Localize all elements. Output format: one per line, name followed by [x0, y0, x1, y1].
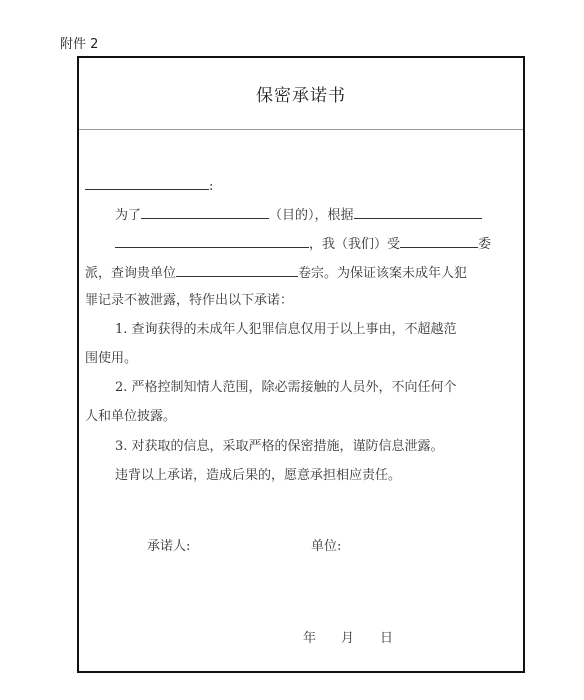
basis-blank[interactable] — [354, 205, 482, 219]
commitment-item-3: 3. 对获取的信息，采取严格的保密措施，谨防信息泄露。 — [115, 439, 444, 454]
commitment-item-1-line-1: 1. 查询获得的未成年人犯罪信息仅用于以上事由，不超越范 — [115, 322, 457, 337]
para-line-1 — [115, 205, 482, 225]
para-line-4: 罪记录不被泄露，特作出以下承诺： — [85, 293, 294, 308]
entrust-suffix-text: 委 — [478, 237, 492, 252]
addressee-line — [85, 176, 213, 196]
date-year-label: 年 — [303, 631, 317, 646]
liability-statement: 违背以上承诺，造成后果的，愿意承担相应责任。 — [115, 468, 402, 483]
basis-continued-blank[interactable] — [115, 234, 309, 248]
unit-label: 单位: — [311, 539, 342, 554]
dossier-blank[interactable] — [176, 263, 298, 277]
dossier-suffix-text: 卷宗。为保证该案未成年人犯 — [298, 266, 468, 281]
purpose-intro-text: 为了 — [115, 208, 142, 223]
purpose-suffix-text: （目的），根据 — [269, 208, 354, 223]
document-title: 保密承诺书 — [256, 86, 346, 106]
title-row — [79, 58, 523, 130]
date-day-label: 日 — [380, 631, 394, 646]
promiser-label: 承诺人: — [147, 539, 191, 554]
addressee-colon: : — [209, 179, 214, 194]
document-frame — [77, 56, 525, 673]
attachment-label: 附件 2 — [60, 37, 99, 52]
purpose-blank[interactable] — [141, 205, 269, 219]
para-line-3 — [85, 263, 467, 283]
commitment-item-2-line-2: 人和单位披露。 — [85, 409, 177, 424]
para-line-2 — [115, 234, 491, 254]
date-month-label: 月 — [341, 631, 355, 646]
commitment-item-2-line-1: 2. 严格控制知情人范围，除必需接触的人员外，不向任何个 — [115, 380, 457, 395]
dossier-intro-text: 派，查询贵单位 — [85, 266, 177, 281]
addressee-blank[interactable] — [85, 176, 209, 190]
entrust-text: ，我（我们）受 — [309, 237, 401, 252]
entrusting-party-blank[interactable] — [400, 234, 478, 248]
commitment-item-1-line-2: 围使用。 — [85, 351, 138, 366]
